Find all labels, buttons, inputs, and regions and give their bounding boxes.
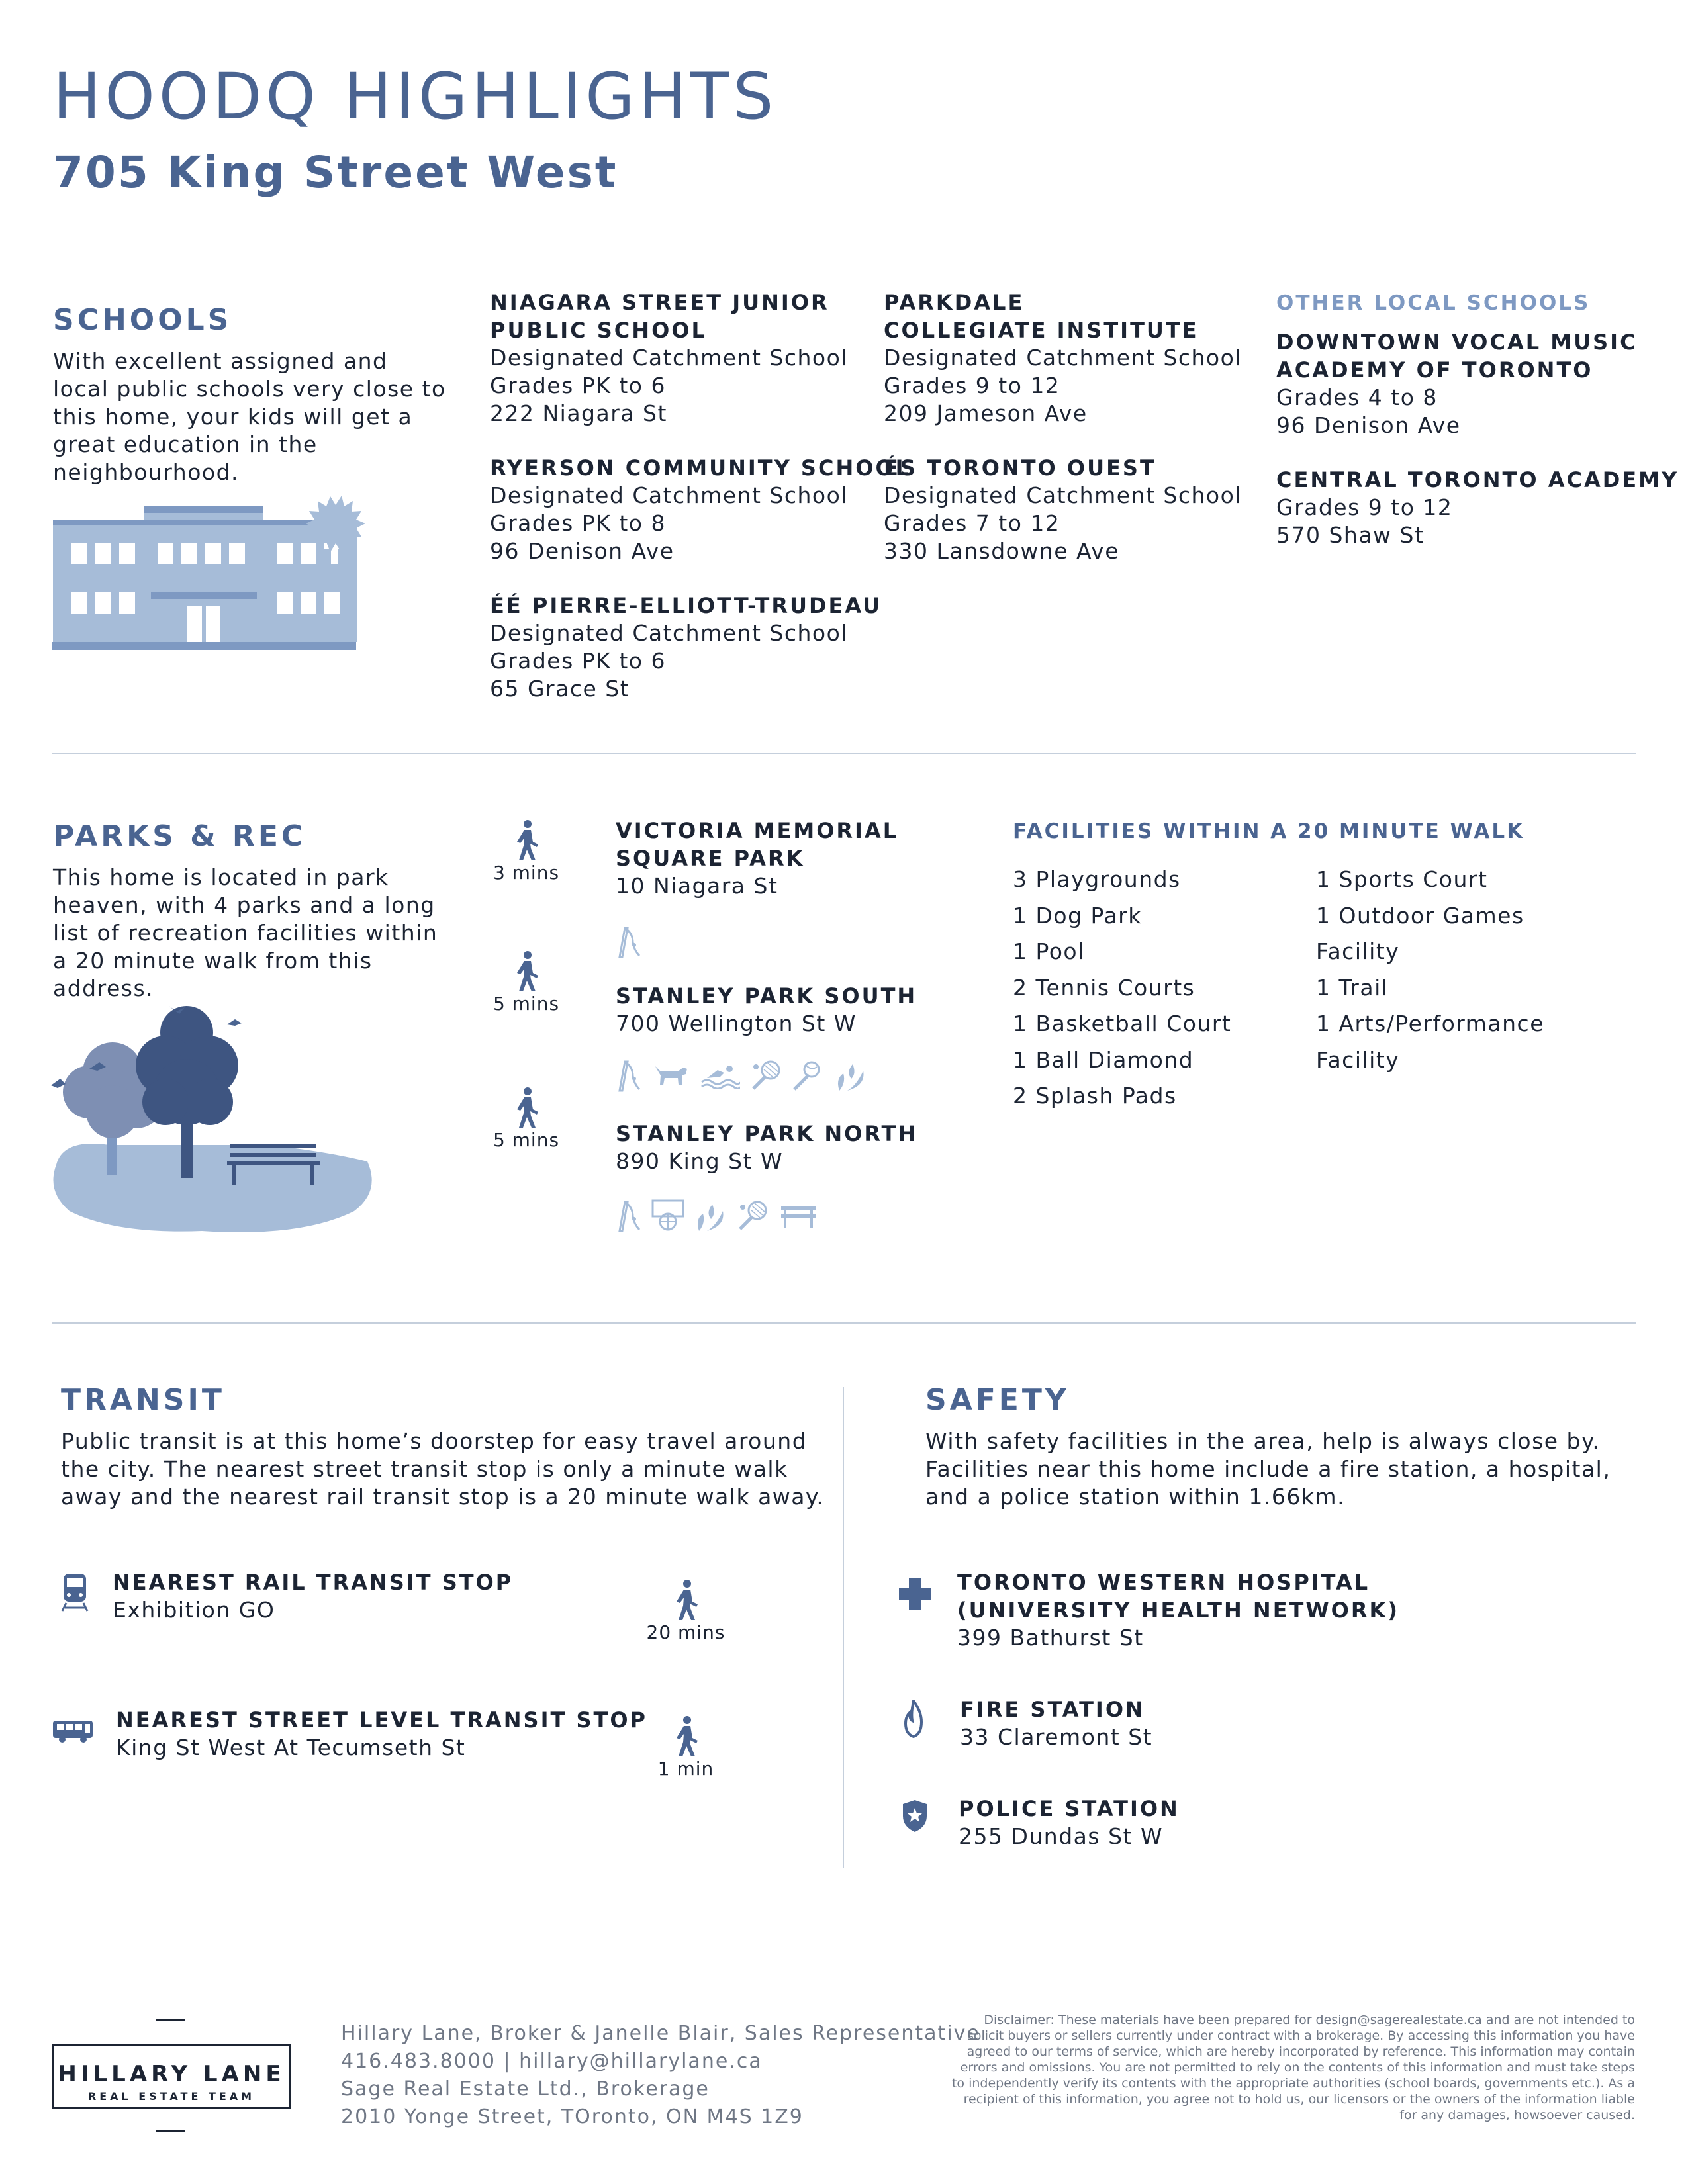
basketball-icon: [651, 1199, 684, 1232]
facilities-column: [1013, 862, 1231, 1115]
playground-icon: [616, 925, 642, 958]
logo-name: HILLARY LANE: [58, 2061, 285, 2087]
school-address: 570 Shaw St: [1276, 522, 1425, 548]
school-entry: [1276, 466, 1679, 549]
police-station-entry: [959, 1795, 1180, 1850]
police-station-address: 255 Dundas St W: [959, 1823, 1164, 1849]
bench-icon: [778, 1203, 818, 1229]
park-name: STANLEY PARK SOUTH: [616, 983, 917, 1009]
rail-stop: [113, 1569, 513, 1624]
school-grades: Grades PK to 6: [490, 373, 666, 398]
school-type: Designated Catchment School: [490, 482, 848, 508]
disclaimer-text: Disclaimer: These materials have been prepared for design@sagerealestate.ca and are not intended to solicit buyers or sellers currently under contract with a brokerage. By accessing this information you have agreed to our terms of service, which are hereby incorporated by reference. This information may contain errors and omissions. You are not permitted to rely on the contents of this information and must take steps to independently verify its contents with the appropriate authorities (school boards, governments etc.). As a recipient of this information, you agree not to hold us, our licensors or the owners of the information liable for any damages, howsoever caused.: [951, 2013, 1635, 2122]
parks-heading: PARKS & REC: [53, 819, 306, 853]
fire-station-entry: [960, 1696, 1152, 1751]
section-divider: [52, 1322, 1636, 1324]
school-grades: Grades 4 to 8: [1276, 385, 1438, 410]
fire-station-name: FIRE STATION: [960, 1697, 1145, 1722]
walking-person-icon: [673, 1579, 699, 1621]
walk-time: [487, 950, 566, 1015]
facility-item: 1 Pool: [1013, 938, 1085, 964]
park-illustration-icon: [50, 993, 387, 1244]
facilities-column: [1316, 862, 1544, 1078]
page-title: HOODQ HIGHLIGHTS: [53, 60, 778, 134]
school-entry: [490, 454, 911, 565]
school-entry: [490, 289, 848, 428]
facility-item: 1 Sports Court: [1316, 866, 1488, 892]
school-address: 65 Grace St: [490, 676, 630, 702]
school-type: Designated Catchment School: [490, 345, 848, 371]
transit-heading: TRANSIT: [61, 1383, 225, 1417]
school-grades: Grades 9 to 12: [884, 373, 1060, 398]
school-type: Designated Catchment School: [884, 482, 1242, 508]
police-station-name: POLICE STATION: [959, 1796, 1180, 1821]
section-divider: [52, 753, 1636, 754]
school-name: PARKDALE COLLEGIATE INSTITUTE: [884, 290, 1199, 343]
police-badge-icon: [900, 1799, 929, 1833]
fire-station-address: 33 Claremont St: [960, 1724, 1153, 1750]
walking-person-icon: [513, 819, 539, 862]
splash-pad-icon: [694, 1199, 727, 1232]
facility-item: 1 Trail: [1316, 974, 1389, 1001]
rail-stop-label: NEAREST RAIL TRANSIT STOP: [113, 1570, 514, 1595]
school-entry: [490, 592, 882, 703]
school-name: ÉS TORONTO OUEST: [884, 455, 1156, 480]
school-building-icon: [52, 493, 383, 659]
playground-icon: [616, 1199, 642, 1232]
school-name: RYERSON COMMUNITY SCHOOL: [490, 455, 912, 480]
school-address: 222 Niagara St: [490, 400, 667, 426]
agent-phone-email: 416.483.8000 | hillary@hillarylane.ca: [341, 2050, 763, 2073]
bus-icon: [52, 1718, 94, 1745]
facility-item: 1 Basketball Court: [1013, 1011, 1232, 1036]
walk-minutes: 20 mins: [646, 1621, 726, 1643]
walk-minutes: 5 mins: [492, 993, 560, 1015]
walking-person-icon: [513, 1087, 539, 1129]
facility-item: 1 Ball Diamond: [1013, 1046, 1194, 1073]
walk-time: [646, 1715, 726, 1780]
logo-subtitle: REAL ESTATE TEAM: [87, 2090, 256, 2103]
tennis-icon: [749, 1059, 782, 1092]
transit-description: Public transit is at this home’s doorstep for easy travel around the city. The nearest street transit stop is only a minute walk away and the nearest rail transit stop is a 20 minute walk away.: [61, 1428, 825, 1510]
park-address: 10 Niagara St: [616, 873, 778, 899]
walk-time: [646, 1579, 726, 1643]
train-icon: [61, 1572, 89, 1612]
street-stop-name: King St West At Tecumseth St: [116, 1735, 466, 1760]
facility-item: Facility: [1316, 1046, 1400, 1073]
walk-time: [487, 819, 566, 884]
walk-minutes: 1 min: [657, 1758, 714, 1780]
school-address: 96 Denison Ave: [490, 538, 675, 564]
park-name: STANLEY PARK NORTH: [616, 1121, 918, 1146]
park-entry: [616, 817, 898, 900]
dog-park-icon: [651, 1062, 691, 1089]
facility-item: 2 Tennis Courts: [1013, 974, 1196, 1001]
ball-diamond-icon: [792, 1059, 825, 1092]
school-grades: Grades 7 to 12: [884, 510, 1060, 536]
school-type: Designated Catchment School: [490, 620, 848, 646]
walking-person-icon: [673, 1715, 699, 1758]
parks-description: This home is located in park heaven, with 4 parks and a long list of recreation facilities within a 20 minute walk from this address.: [53, 864, 438, 1001]
brokerage-name: Sage Real Estate Ltd., Brokerage: [341, 2077, 710, 2101]
pool-icon: [700, 1062, 740, 1089]
walk-time: [487, 1087, 566, 1151]
splash-pad-icon: [834, 1059, 867, 1092]
schools-heading: SCHOOLS: [53, 303, 232, 337]
playground-icon: [616, 1059, 642, 1092]
flame-icon: [902, 1700, 925, 1738]
hospital-entry: [957, 1569, 1399, 1652]
school-entry: [1276, 328, 1638, 439]
park-address: 700 Wellington St W: [616, 1011, 857, 1036]
street-stop: [116, 1706, 647, 1762]
school-entry: [884, 454, 1242, 565]
walking-person-icon: [513, 950, 539, 993]
walk-minutes: 3 mins: [492, 862, 560, 884]
school-address: 330 Lansdowne Ave: [884, 538, 1119, 564]
school-name: NIAGARA STREET JUNIOR PUBLIC SCHOOL: [490, 290, 829, 343]
hospital-name: TORONTO WESTERN HOSPITAL (UNIVERSITY HEALTH NETWORK): [957, 1570, 1399, 1623]
other-schools-heading: OTHER LOCAL SCHOOLS: [1276, 291, 1591, 315]
facility-item: 2 Splash Pads: [1013, 1083, 1177, 1109]
walk-minutes: 5 mins: [492, 1129, 560, 1151]
tennis-icon: [736, 1199, 769, 1232]
column-divider: [843, 1387, 844, 1868]
hospital-cross-icon: [898, 1576, 932, 1611]
school-grades: Grades PK to 6: [490, 648, 666, 674]
school-name: CENTRAL TORONTO ACADEMY: [1276, 467, 1679, 492]
facility-item: Facility: [1316, 938, 1400, 964]
street-stop-label: NEAREST STREET LEVEL TRANSIT STOP: [116, 1707, 647, 1733]
agent-names: Hillary Lane, Broker & Janelle Blair, Sales Representative: [341, 2022, 980, 2045]
hospital-address: 399 Bathurst St: [957, 1625, 1144, 1651]
facility-item: 1 Arts/Performance: [1316, 1011, 1544, 1036]
school-address: 96 Denison Ave: [1276, 412, 1461, 438]
agent-contact: [341, 2020, 980, 2131]
school-grades: Grades 9 to 12: [1276, 494, 1453, 520]
facility-item: 1 Dog Park: [1013, 902, 1142, 929]
park-address: 890 King St W: [616, 1148, 784, 1174]
school-type: Designated Catchment School: [884, 345, 1242, 371]
facilities-heading: FACILITIES WITHIN A 20 MINUTE WALK: [1013, 819, 1525, 843]
school-address: 209 Jameson Ave: [884, 400, 1088, 426]
school-entry: [884, 289, 1242, 428]
school-name: DOWNTOWN VOCAL MUSIC ACADEMY OF TORONTO: [1276, 330, 1638, 383]
schools-description: With excellent assigned and local public schools very close to this home, your kids will get a great education in the neighbourhood.: [53, 348, 446, 485]
rail-stop-name: Exhibition GO: [113, 1597, 275, 1623]
school-name: ÉÉ PIERRE-ELLIOTT-TRUDEAU: [490, 593, 882, 618]
park-entry: [616, 982, 917, 1038]
park-amenities: [616, 1199, 818, 1232]
park-entry: [616, 1120, 917, 1175]
facility-item: 1 Outdoor Games: [1316, 902, 1524, 929]
facility-item: 3 Playgrounds: [1013, 866, 1181, 892]
park-amenities: [616, 925, 642, 958]
safety-heading: SAFETY: [925, 1383, 1070, 1417]
property-address: 705 King Street West: [53, 147, 618, 198]
school-grades: Grades PK to 8: [490, 510, 666, 536]
park-name: VICTORIA MEMORIAL SQUARE PARK: [616, 818, 899, 871]
safety-description: With safety facilities in the area, help is always close by. Facilities near this home include a fire station, a hospital, and a police station within 1.66km.: [925, 1428, 1611, 1510]
park-amenities: [616, 1059, 867, 1092]
brand-logo: [52, 2019, 291, 2136]
brokerage-address: 2010 Yonge Street, TOronto, ON M4S 1Z9: [341, 2105, 804, 2128]
